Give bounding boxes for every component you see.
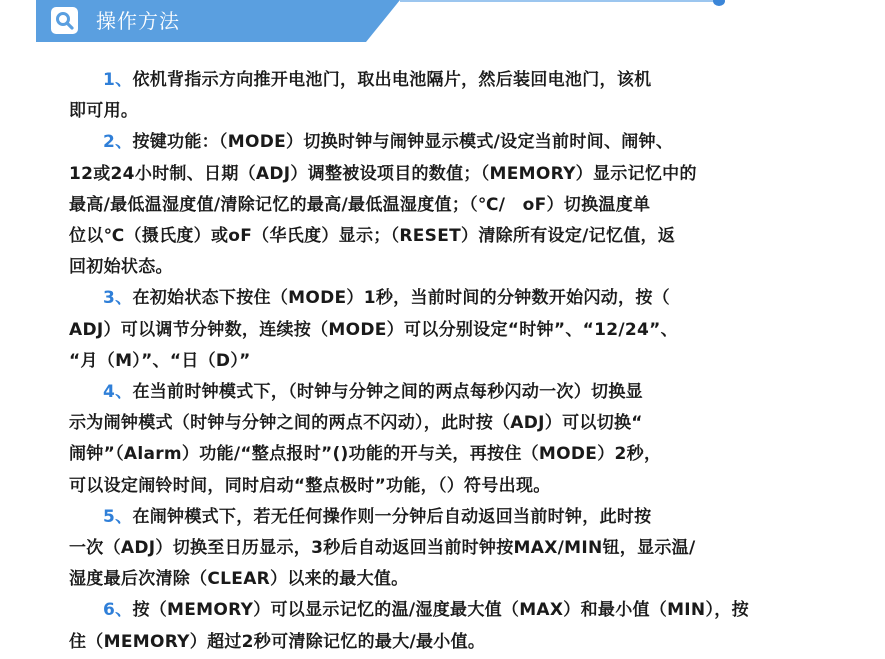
header-stripe bbox=[400, 0, 720, 2]
step-number: 6、 bbox=[103, 600, 133, 621]
header-dot bbox=[713, 0, 725, 6]
paragraph-line: 住（MEMORY）超过2秒可清除记忆的最大/最小值。 bbox=[69, 631, 486, 652]
instruction-paragraph-4 bbox=[69, 377, 759, 502]
step-number: 4、 bbox=[103, 382, 133, 403]
step-number: 3、 bbox=[103, 288, 133, 309]
paragraph-line: ADJ）可以调节分钟数，连续按（MODE）可以分别设定“时钟”、“12/24”、 bbox=[69, 319, 678, 340]
paragraph-line: 示为闹钟模式（时钟与分钟之间的两点不闪动），此时按（ADJ）可以切换“ bbox=[69, 413, 643, 434]
paragraph-line: 即可用。 bbox=[69, 101, 139, 122]
paragraph-line: 一次（ADJ）切换至日历显示，3秒后自动返回当前时钟按MAX/MIN钮，显示温/ bbox=[69, 538, 696, 559]
paragraph-line: 5、在闹钟模式下，若无任何操作则一分钟后自动返回当前时钟，此时按 bbox=[103, 506, 652, 527]
instruction-paragraph-5 bbox=[69, 502, 759, 596]
instruction-paragraph-2 bbox=[69, 127, 759, 283]
step-number: 1、 bbox=[103, 70, 133, 90]
paragraph-line: 2、按键功能：（MODE）切换时钟与闹钟显示模式/设定当前时间、闹钟、 bbox=[103, 132, 674, 153]
instructions-body bbox=[69, 65, 759, 658]
step-number: 2、 bbox=[103, 132, 133, 153]
section-title: 操作方法 bbox=[96, 9, 180, 33]
paragraph-line: 12或24小时制、日期（ADJ）调整被设项目的数值；（MEMORY）显示记忆中的 bbox=[69, 163, 697, 184]
paragraph-line: 可以设定闹铃时间，同时启动“整点极时”功能，（）符号出现。 bbox=[69, 475, 551, 496]
paragraph-line: 6、按（MEMORY）可以显示记忆的温/湿度最大值（MAX）和最小值（MIN），按 bbox=[103, 600, 749, 621]
step-number: 5、 bbox=[103, 506, 133, 527]
paragraph-line: 3、在初始状态下按住（MODE）1秒，当前时间的分钟数开始闪动，按（ bbox=[103, 288, 670, 309]
instruction-paragraph-6 bbox=[69, 595, 759, 657]
instruction-paragraph-1 bbox=[69, 65, 759, 127]
paragraph-line: 最高/最低温湿度值/清除记忆的最高/最低温湿度值；（℃/ oF）切换温度单 bbox=[69, 194, 651, 215]
paragraph-line: 4、在当前时钟模式下，（时钟与分钟之间的两点每秒闪动一次）切换显 bbox=[103, 382, 643, 403]
paragraph-line: 1、依机背指示方向推开电池门，取出电池隔片，然后装回电池门，该机 bbox=[103, 70, 652, 90]
search-icon bbox=[51, 7, 78, 34]
paragraph-line: 位以℃（摄氏度）或oF（华氏度）显示；（RESET）清除所有设定/记忆值，返 bbox=[69, 226, 676, 247]
paragraph-line: 回初始状态。 bbox=[69, 257, 173, 278]
paragraph-line: 闹钟”（Alarm）功能/“整点报时”()功能的开与关，再按住（MODE）2秒， bbox=[69, 444, 662, 465]
header-banner-slant bbox=[366, 0, 400, 42]
instruction-paragraph-3 bbox=[69, 283, 759, 377]
paragraph-line: “月（M）”、“日（D）” bbox=[69, 350, 251, 371]
header-banner bbox=[36, 0, 366, 42]
paragraph-line: 湿度最后次清除（CLEAR）以来的最大值。 bbox=[69, 569, 409, 590]
